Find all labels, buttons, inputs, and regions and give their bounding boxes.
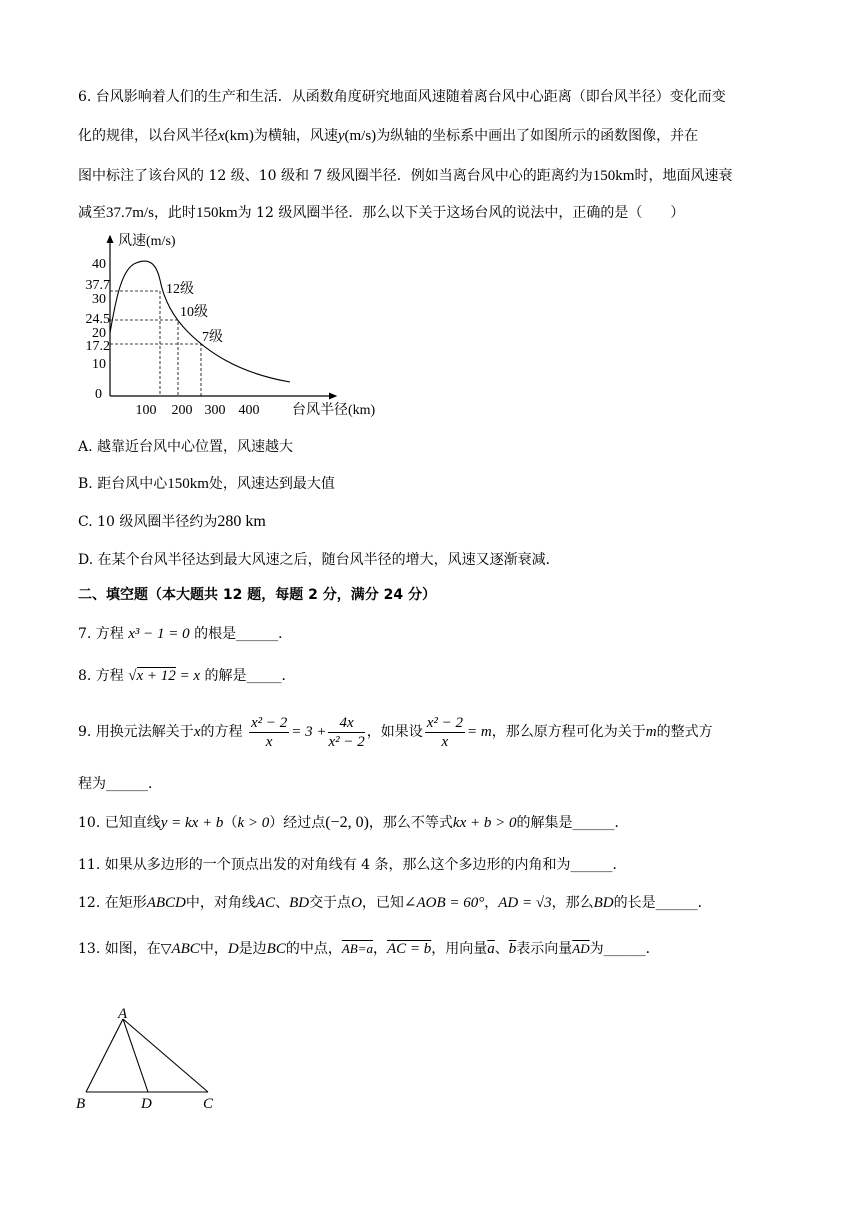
q12-c: 、 [275,895,290,911]
q6-text-3a: 图中标注了该台风的 12 级、10 级和 7 级风圈半径．例如当离台风中心的距离约为 [78,168,593,184]
ytick-37-7: 37.7 [85,278,110,293]
q13-vec-ab: AB=a [341,941,373,956]
q13-vec-b: $\overline{b}$ [508,941,517,957]
q9-f2-den: x² − 2 [328,733,365,750]
section-2-text: 二、填空题（本大题共 12 题，每题 2 分，满分 24 分） [78,587,436,603]
q9-var-x: x [193,724,201,740]
q10-inequality: kx + b > 0 [452,815,517,831]
q13-vec-ad: $\overline{AD}$ [572,941,590,956]
unit-ms: (m/s) [344,128,377,144]
xtick-400: 400 [238,403,260,418]
q6-text-2c: 为纵轴的坐标系中画出了如图所示的函数图像，并在 [376,128,699,144]
q8-radicand: x + 12 [136,668,176,684]
value-150km: 150km [592,168,635,184]
q9-text-a: 9. 用换元法解关于 [78,724,194,740]
q6-text-4c: 为 12 级风圈半径．那么以下关于这场台风的说法中，正确的是（ ） [237,205,685,221]
q9-text-e: 的整式方 [656,724,713,740]
vertex-b: B [76,1096,86,1112]
q6-text-1: 6. 台风影响着人们的生产和生活．从函数角度研究地面风速随着离台风中心距离（即台风半径）变化而变 [78,89,726,105]
q10-text-c: ）经过点 [269,815,326,831]
q10-text-e: 的解集是______． [516,815,629,831]
q11-text: 11. 如果从多边形的一个顶点出发的对角线有 4 条，那么这个多边形的内角和为______． [78,857,627,873]
q12-o: O [351,895,362,911]
q9-text-b: 的方程 [200,724,243,740]
q8-radical: √x + 12 [128,668,176,684]
q13-b: 中， [199,941,228,957]
origin-label: 0 [95,387,102,402]
q7-text-a: 7. 方程 [78,626,124,642]
q12-abcd: ABCD [146,895,186,911]
guide-7 [110,344,201,396]
q10-cond: k > 0 [237,815,270,831]
q6-text-4a: 减至 [78,205,106,221]
q12-angle: ∠AOB = 60° [403,895,485,911]
option-b-value: 150km [167,476,209,492]
q9-var-m: m [645,724,657,740]
typhoon-chart [78,228,408,423]
q9-fraction-3 [425,714,465,751]
q13-h: 、 [494,941,509,957]
q13-vec-a: $\overline{a}$ [487,941,495,957]
q6-text-2a: 化的规律，以台风半径 [78,128,218,144]
q9-f2-num: 4x [328,714,364,733]
q12-h: 的长是______． [613,895,712,911]
q9-f1-den: x [265,733,273,750]
q11 [78,855,627,875]
q13-vec-ac: AC = b [387,941,432,957]
q10-text-b: （ [223,815,238,831]
option-b-text2: 处，风速达到最大值 [208,476,335,492]
q7-equation: x³ − 1 = 0 [128,626,190,642]
q6-line4 [78,203,684,223]
xtick-100: 100 [135,403,157,418]
q13-d: D [227,941,239,957]
q13 [78,939,660,959]
q10-text-a: 10. 已知直线 [78,815,161,831]
q7-text-b: 的根是______． [194,626,293,642]
q9-f3-num: x² − 2 [426,714,464,731]
q10-point: (−2, 0) [325,814,369,831]
q9-eq-m: = m [467,724,492,740]
var-x: x [218,128,225,144]
option-b-text1: B. 距台风中心 [78,476,168,492]
vertex-d: D [141,1096,152,1112]
q6-text-4b: ，此时 [153,205,196,221]
q9-line2 [78,774,162,794]
q10 [78,813,628,833]
triangle-figure [70,1002,230,1112]
xtick-300: 300 [204,403,226,418]
q6-line1 [78,87,726,107]
label-10: 10级 [180,305,208,320]
q13-bc: BC [266,941,286,957]
ytick-20: 20 [92,326,106,341]
q13-e: 的中点， [285,941,342,957]
q8-text-a: 8. 方程 [78,668,124,684]
vertex-c: C [203,1096,214,1112]
option-c-text: C. 10 级风圈半径约为 [78,514,218,530]
option-a-text: A. 越靠近台风中心位置，风速越大 [78,439,294,455]
q12-b: 中，对角线 [185,895,256,911]
q10-line-eq: y = kx + b [160,815,224,831]
q12-g: ，那么 [551,895,594,911]
q9-line1 [78,712,713,752]
chart-ylabel: 风速(m/s) [118,234,176,249]
vertex-a: A [118,1006,128,1022]
q6-line2 [78,126,698,146]
xtick-200: 200 [171,403,193,418]
q12-bd: BD [289,895,310,911]
q8-equals: = x [175,668,201,684]
value-37-7: 37.7m/s [106,205,154,221]
value-150km-2: 150km [195,205,238,221]
option-d-text: D. 在某个台风半径达到最大风速之后，随台风半径的增大，风速又逐渐衰减． [78,552,560,568]
q12-bd2: BD [593,895,614,911]
q9-fraction-1 [249,714,289,751]
q10-text-d: ，那么不等式 [368,815,453,831]
q13-g: ，用向量 [431,941,488,957]
unit-km: (km) [224,128,254,144]
option-c [78,512,266,532]
q12-ac: AC [255,895,276,911]
wind-curve [110,261,290,382]
guide-10 [110,320,178,396]
guide-12 [110,291,160,396]
q9-fraction-2 [328,714,364,751]
q8 [78,666,296,686]
q12-ad: AD = √3 [498,895,552,911]
option-c-value: 280 km [217,513,266,530]
option-a [78,437,293,457]
ytick-10: 10 [92,357,106,372]
section-2-heading [78,585,436,605]
q13-c: 是边 [238,941,267,957]
q6-text-3b: 时，地面风速衰 [634,168,733,184]
q7 [78,624,292,644]
var-y: y [337,128,345,144]
q13-abc: ABC [171,941,200,957]
q12-f: ， [484,895,499,911]
q9-text-d: ，那么原方程可化为关于 [491,724,646,740]
q9-mid: = 3 + [291,724,327,740]
ytick-17-2: 17.2 [85,339,110,354]
q13-j: 为______． [589,941,660,957]
q9-f1-num: x² − 2 [250,714,288,731]
ytick-30: 30 [92,292,106,307]
label-12: 12级 [166,282,194,297]
q9-f3-den: x [441,733,449,750]
q12 [78,893,712,913]
side-ab [86,1019,123,1092]
ytick-24-5: 24.5 [85,312,110,327]
option-b [78,474,335,494]
q9-text-l2: 程为______． [78,776,162,792]
q13-i: 表示向量 [516,941,573,957]
q8-text-b: 的解是_____． [204,668,296,684]
q6-line3 [78,166,732,186]
q6-text-2b: 为横轴，风速 [253,128,338,144]
q13-a: 13. 如图，在▽ [78,941,172,957]
label-7: 7级 [202,330,223,345]
q13-f: ， [373,941,387,957]
q12-d: 交于点 [309,895,352,911]
chart-xlabel: 台风半径(km) [292,403,376,418]
q12-a: 12. 在矩形 [78,895,147,911]
ytick-40: 40 [92,257,106,272]
q12-e: ，已知 [361,895,404,911]
q9-text-c: ，如果设 [366,724,423,740]
option-d [78,550,560,570]
